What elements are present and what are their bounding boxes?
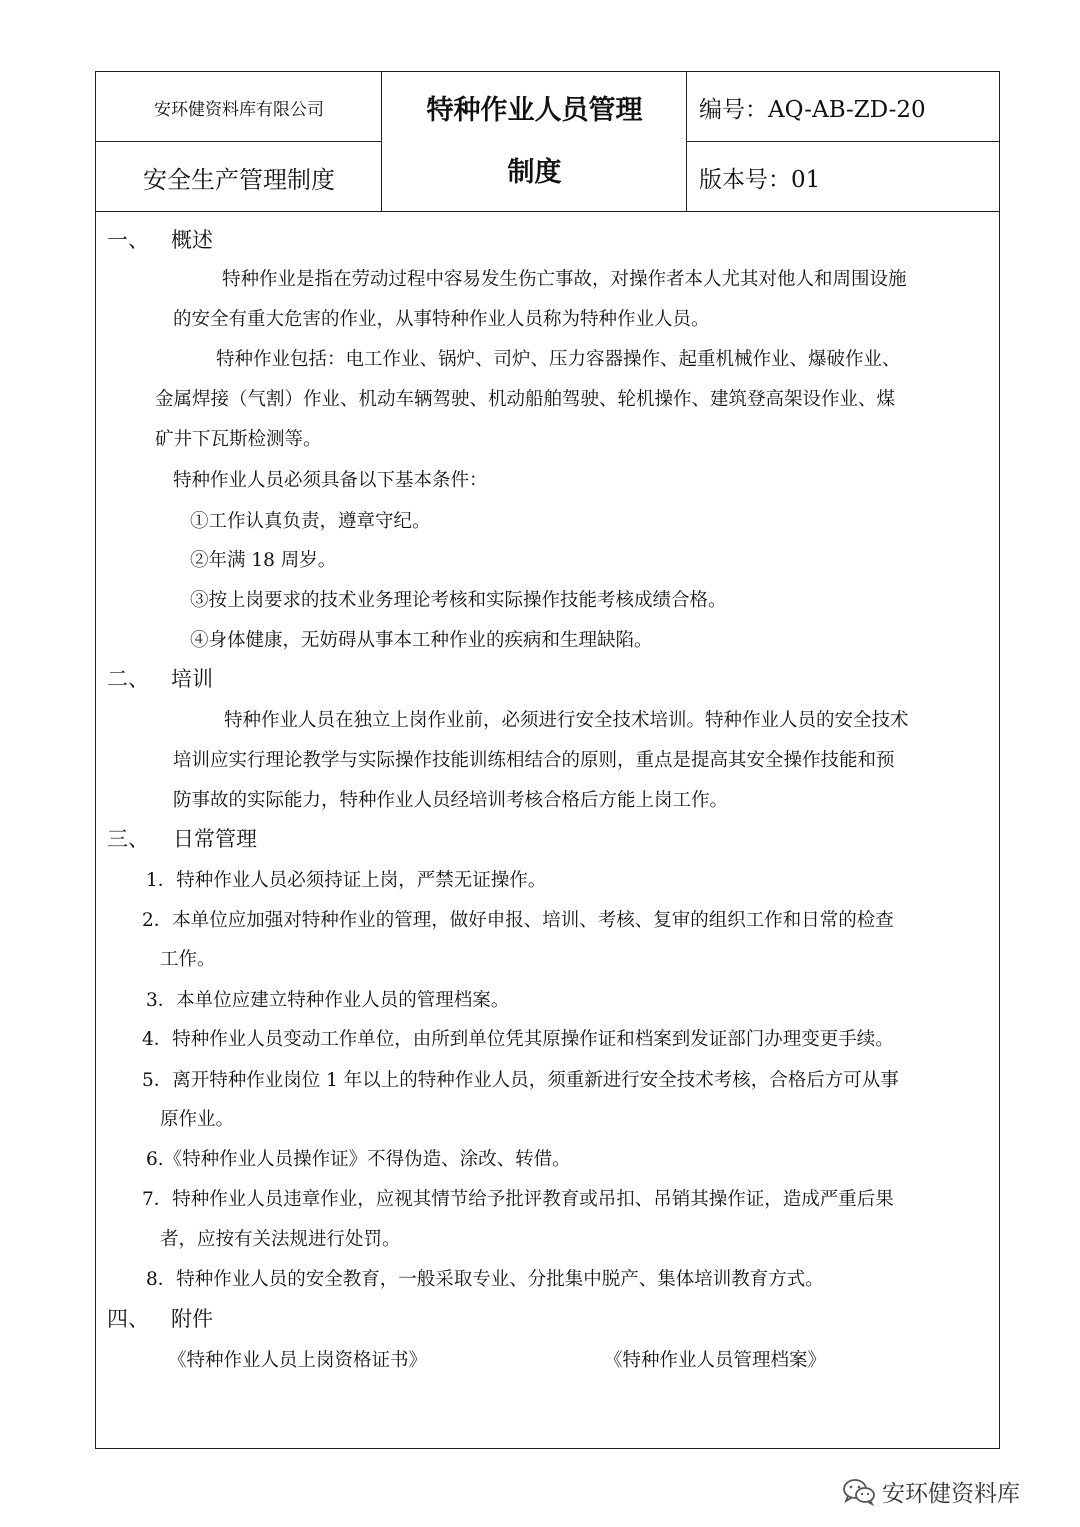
title-line-2: 制度 [507,157,562,188]
paragraph-line: 特种作业人员必须具备以下基本条件： [173,470,488,491]
list-item: 7．特种作业人员违章作业，应视其情节给予批评教育或吊扣、吊销其操作证，造成严重后果 [142,1189,894,1210]
section-title: 附件 [171,1307,213,1331]
document-code: 编号：AQ-AB-ZD-20 [699,96,926,123]
company-name: 安环健资料库有限公司 [154,99,324,120]
list-item: 6.《特种作业人员操作证》不得伪造、涂改、转借。 [146,1149,571,1170]
attachment-item: 《特种作业人员上岗资格证书》 [168,1350,428,1371]
list-item: 者，应按有关法规进行处罚。 [160,1229,401,1250]
section-number: 四、 [107,1307,149,1331]
list-item: ③按上岗要求的技术业务理论考核和实际操作技能考核成绩合格。 [190,590,727,611]
header-bottom-border [96,211,999,212]
watermark [842,1475,1020,1508]
header-divider [96,141,382,142]
list-item: 8．特种作业人员的安全教育，一般采取专业、分批集中脱产、集体培训教育方式。 [146,1269,824,1290]
section-title: 日常管理 [173,827,257,851]
title-line-1: 特种作业人员管理 [426,95,643,126]
section-title: 概述 [171,228,213,252]
system-name: 安全生产管理制度 [143,165,335,194]
paragraph-line: 特种作业包括：电工作业、锅炉、司炉、压力容器操作、起重机械作业、爆破作业、 [216,349,901,370]
list-item: ②年满 18 周岁。 [190,550,337,571]
attachment-item: 《特种作业人员管理档案》 [604,1350,827,1371]
section-number: 一、 [107,228,149,252]
paragraph-line: 金属焊接（气割）作业、机动车辆驾驶、机动船舶驾驶、轮机操作、建筑登高架设作业、煤 [155,389,896,410]
list-item: 原作业。 [160,1109,235,1130]
list-item: 1．特种作业人员必须持证上岗，严禁无证操作。 [146,870,547,891]
paragraph-line: 特种作业是指在劳动过程中容易发生伤亡事故，对操作者本人尤其对他人和周围设施 [222,269,907,290]
paragraph-line: 特种作业人员在独立上岗作业前，必须进行安全技术培训。特种作业人员的安全技术 [224,710,909,731]
paragraph-line: 培训应实行理论教学与实际操作技能训练相结合的原则，重点是提高其安全操作技能和预 [173,750,895,771]
document-version: 版本号：01 [699,166,821,193]
list-item: 4．特种作业人员变动工作单位，由所到单位凭其原操作证和档案到发证部门办理变更手续。 [142,1029,894,1050]
header-divider [687,141,1000,142]
wechat-icon [842,1477,876,1507]
list-item: ④身体健康，无妨碍从事本工种作业的疾病和生理缺陷。 [190,630,653,651]
section-title: 培训 [171,667,213,691]
list-item: 2．本单位应加强对特种作业的管理，做好申报、培训、考核、复审的组织工作和日常的检查 [142,910,894,931]
watermark-text: 安环健资料库 [882,1481,1020,1507]
paragraph-line: 的安全有重大危害的作业，从事特种作业人员称为特种作业人员。 [173,309,710,330]
header-divider [686,72,687,212]
section-number: 三、 [107,827,149,851]
document-title [382,72,687,212]
list-item: 3．本单位应建立特种作业人员的管理档案。 [146,990,510,1011]
paragraph-line: 矿井下瓦斯检测等。 [155,429,322,450]
list-item: ①工作认真负责，遵章守纪。 [190,511,431,532]
section-number: 二、 [107,667,149,691]
paragraph-line: 防事故的实际能力，特种作业人员经培训考核合格后方能上岗工作。 [173,790,729,811]
list-item: 工作。 [160,949,216,970]
list-item: 5．离开特种作业岗位 1 年以上的特种作业人员，须重新进行安全技术考核，合格后方可从事 [142,1070,899,1091]
header-divider [381,72,382,212]
